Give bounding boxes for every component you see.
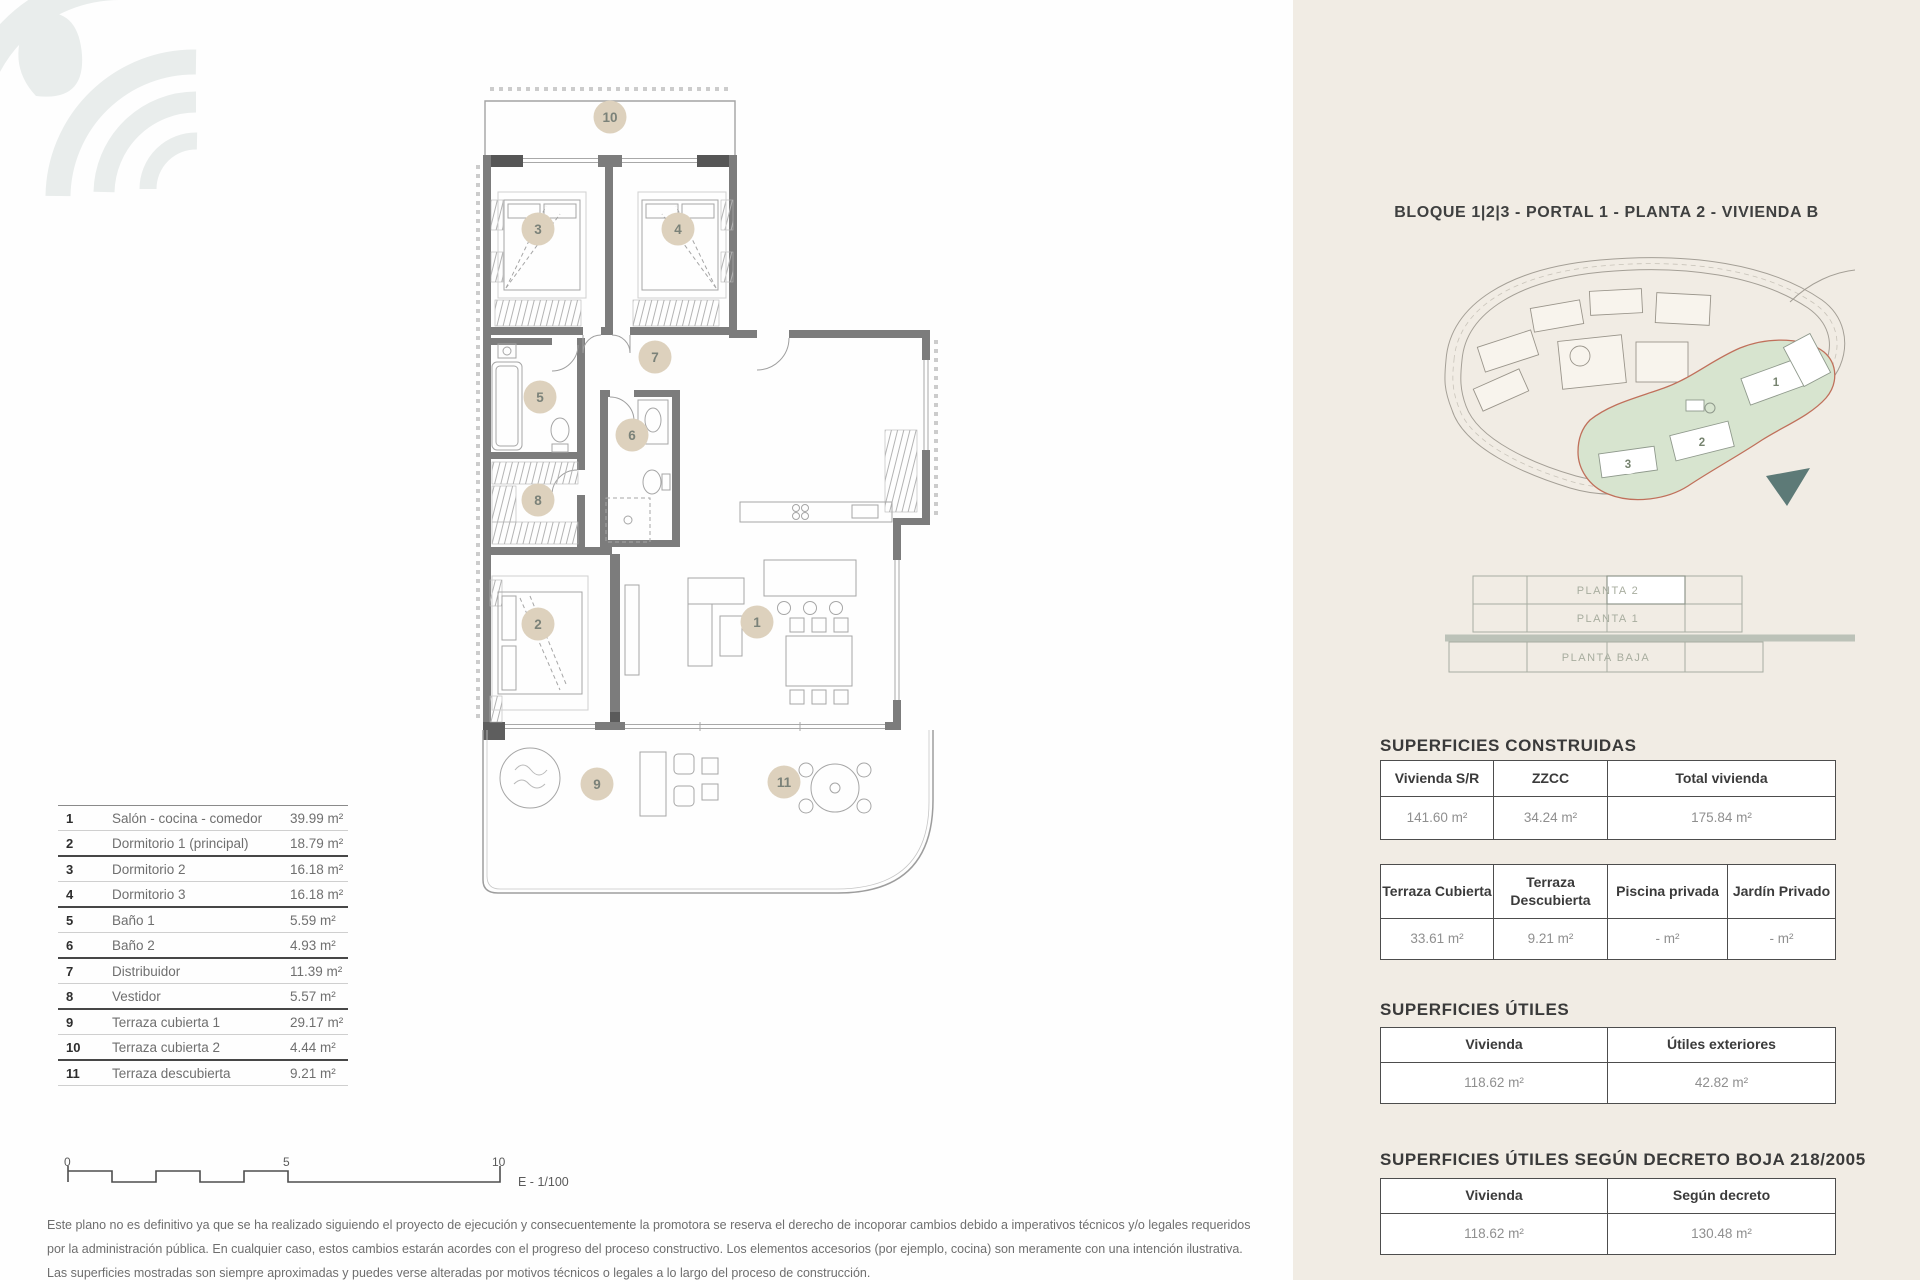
table-header-cell: Vivienda: [1381, 1179, 1608, 1214]
svg-text:7: 7: [651, 350, 659, 365]
floor-label-plantabaja: PLANTA BAJA: [1561, 652, 1651, 664]
legend-row: 11 Terraza descubierta 9.21 m²: [58, 1061, 348, 1086]
table-value-cell: 118.62 m²: [1381, 1214, 1608, 1254]
table-header-cell: Total vivienda: [1608, 761, 1835, 797]
table-value-cell: 33.61 m²: [1381, 919, 1494, 959]
table-header-cell: Jardín Privado: [1728, 865, 1835, 919]
compass-arrow-icon: [1766, 468, 1810, 506]
svg-text:3: 3: [534, 222, 542, 237]
walls: [483, 155, 930, 740]
wardrobes: [490, 200, 917, 722]
table-value-cell: 175.84 m²: [1691, 809, 1752, 825]
svg-text:8: 8: [534, 493, 542, 508]
svg-text:2: 2: [1698, 437, 1706, 449]
svg-text:9: 9: [593, 777, 601, 792]
svg-text:1: 1: [753, 615, 761, 630]
svg-text:3: 3: [1624, 459, 1632, 471]
legend-row: 9 Terraza cubierta 1 29.17 m²: [58, 1010, 348, 1035]
table-header-cell: Útiles exteriores: [1608, 1028, 1835, 1063]
site-map: [1440, 242, 1860, 517]
svg-text:10: 10: [492, 1155, 506, 1169]
legend-row: 2 Dormitorio 1 (principal) 18.79 m²: [58, 831, 348, 857]
table-header-cell: Vivienda S/R: [1381, 761, 1494, 797]
legend-row: 3 Dormitorio 2 16.18 m²: [58, 857, 348, 882]
table-terrazas: [1380, 864, 1836, 960]
legend-row: 10 Terraza cubierta 2 4.44 m²: [58, 1035, 348, 1061]
table-value-cell: 34.24 m²: [1494, 797, 1608, 839]
table-superficies-construidas: [1380, 760, 1836, 840]
table-superficies-utiles: [1380, 1027, 1836, 1104]
table-value-cell: 141.60 m²: [1381, 797, 1494, 839]
table-value-cell: 9.21 m²: [1494, 919, 1608, 959]
svg-text:5: 5: [536, 390, 544, 405]
svg-text:5: 5: [283, 1155, 290, 1169]
legend-row: 1 Salón - cocina - comedor 39.99 m²: [58, 806, 348, 831]
table-value-cell: 42.82 m²: [1694, 1074, 1749, 1090]
legend-row: 4 Dormitorio 3 16.18 m²: [58, 882, 348, 908]
table-header-cell: Según decreto: [1608, 1179, 1835, 1214]
scale-bar: [58, 1148, 658, 1194]
table-header-cell: Terraza Cubierta: [1381, 865, 1494, 919]
svg-text:11: 11: [776, 775, 792, 790]
floor-label-planta2: PLANTA 2: [1576, 585, 1640, 597]
svg-text:0: 0: [64, 1155, 71, 1169]
legend-row: 7 Distribuidor 11.39 m²: [58, 959, 348, 984]
svg-text:1: 1: [1772, 377, 1780, 389]
legend-row: 8 Vestidor 5.57 m²: [58, 984, 348, 1010]
room-number-badges: [522, 101, 801, 801]
disclaimer-text: Este plano no es definitivo ya que se ha realizado siguiendo el proyecto de ejecución y consecuentemente la promotora se reserva el derecho de incoporar cambios debido a imperativos técnicos y/o legales requeridos por la administración pública. En cualquier caso, estos cambios estarán acordes con el progreso del proceso constructivo. Los elementos accesorios (por ejemplo, cocina) son meramente con una intención ilustrativa. Las superficies mostradas son siempre aproximadas y puedes verse alteradas por motivos técnicos o legales a lo largo del proceso de construcción.: [47, 1218, 1251, 1280]
floor-plan: [455, 78, 955, 913]
brand-logo: [0, 0, 270, 210]
svg-text:10: 10: [602, 110, 618, 125]
table-value-cell: - m²: [1769, 930, 1794, 946]
svg-text:6: 6: [628, 428, 636, 443]
table-header-cell: Terraza Descubierta: [1494, 865, 1608, 919]
table-header-cell: Piscina privada: [1608, 865, 1728, 919]
scale-ratio: E - 1/100: [518, 1175, 569, 1189]
unit-title: BLOQUE 1|2|3 - PORTAL 1 - PLANTA 2 - VIVIENDA B: [1394, 204, 1819, 221]
table-value-cell: 130.48 m²: [1691, 1225, 1752, 1241]
legend-row: 6 Baño 2 4.93 m²: [58, 933, 348, 959]
section-heading-construidas: SUPERFICIES CONSTRUIDAS: [1380, 736, 1637, 755]
terrace-railing: [483, 730, 933, 893]
floor-stack-diagram: [1445, 568, 1855, 678]
floor-label-planta1: PLANTA 1: [1576, 613, 1640, 625]
section-heading-decreto: SUPERFICIES ÚTILES SEGÚN DECRETO BOJA 218/2005: [1380, 1150, 1866, 1169]
table-segun-decreto: [1380, 1178, 1836, 1255]
legend-row: 5 Baño 1 5.59 m²: [58, 908, 348, 933]
room-legend: [58, 805, 348, 1086]
svg-text:4: 4: [674, 222, 682, 237]
table-value-cell: 118.62 m²: [1381, 1063, 1608, 1103]
section-heading-utiles: SUPERFICIES ÚTILES: [1380, 1000, 1570, 1019]
table-header-cell: ZZCC: [1494, 761, 1608, 797]
table-header-cell: Vivienda: [1381, 1028, 1608, 1063]
table-value-cell: - m²: [1608, 919, 1728, 959]
svg-text:2: 2: [534, 617, 542, 632]
